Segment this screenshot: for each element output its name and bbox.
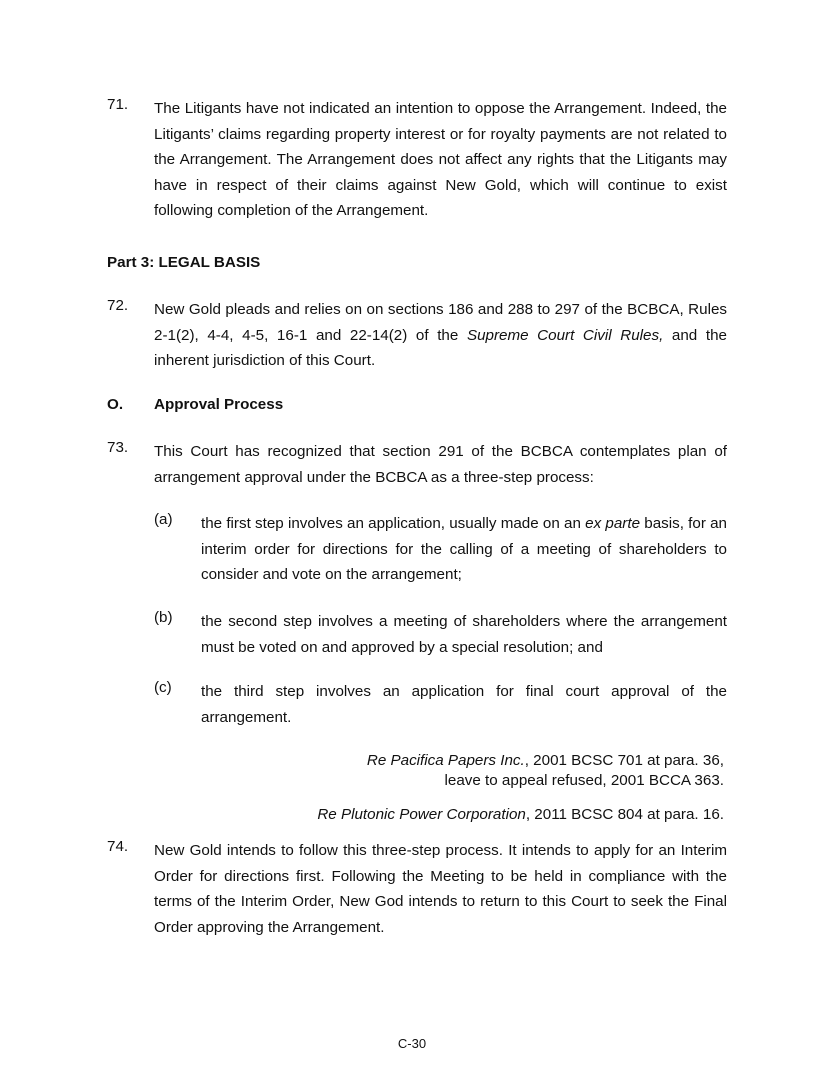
citation-rest: , 2011 BCSC 804 at para. 16. xyxy=(525,806,724,823)
paragraph-72 xyxy=(107,297,727,374)
part-3-heading-text: Part 3: LEGAL BASIS xyxy=(107,254,261,271)
paragraph-text: This Court has recognized that section 291 of the BCBCA contemplates plan of arrangement approval under the BCBCA as a three-step process: xyxy=(154,443,727,486)
paragraph-73 xyxy=(107,439,727,490)
ex-parte-italic: ex parte xyxy=(585,515,641,532)
paragraph-number: 71. xyxy=(107,96,129,113)
subparagraph-text xyxy=(201,511,727,588)
citation-line: leave to appeal refused, 2001 BCCA 363. xyxy=(444,772,724,789)
subparagraph-text: the third step involves an application for final court approval of the arrangement. xyxy=(201,683,727,726)
paragraph-text: New Gold intends to follow this three-step process. It intends to apply for an Interim Order for directions first. Following the Meeting to be held in compliance with the terms of the Interim Order, New God intends to return to this Court to seek the Final Order approving the Arrangement. xyxy=(154,842,727,936)
subparagraph-label: (c) xyxy=(154,679,172,696)
rules-citation-italic: Supreme Court Civil Rules, xyxy=(466,326,664,344)
paragraph-text xyxy=(154,297,727,374)
subparagraph-label: (b) xyxy=(154,609,173,626)
paragraph-text: The Litigants have not indicated an intention to oppose the Arrangement. Indeed, the Litigants’ claims regarding property interest or for royalty payments are not related to the Arrangement. The Arrangement does not affect any rights that the Litigants may have in respect of their claims against New Gold, which will continue to exist following completion of the Arrangement. xyxy=(154,100,727,219)
case-name-italic: Re Pacifica Papers Inc. xyxy=(366,752,525,769)
paragraph-74 xyxy=(107,838,727,940)
citation-pacifica xyxy=(367,751,724,791)
part-3-heading xyxy=(107,254,260,271)
subparagraph-text-part: the first step involves an application, usually made on an xyxy=(201,515,586,532)
paragraph-number: 72. xyxy=(107,297,129,314)
paragraph-number: 73. xyxy=(107,439,129,456)
page-number-label: C-30 xyxy=(397,1036,427,1051)
case-name-italic: Re Plutonic Power Corporation xyxy=(317,806,526,823)
section-letter: O. xyxy=(107,396,124,413)
subparagraph-c xyxy=(154,679,727,730)
paragraph-text-part: and the inherent jurisdiction of this Court. xyxy=(154,326,727,369)
paragraph-71 xyxy=(107,96,727,224)
citation-rest: , 2001 BCSC 701 at para. 36, xyxy=(524,752,724,769)
citation-line xyxy=(317,805,724,825)
subparagraph-text-part: basis, for an interim order for directions for the calling of a meeting of shareholders to consider and vote on the arrangement; xyxy=(201,515,728,583)
subparagraph-text: the second step involves a meeting of shareholders where the arrangement must be voted on and approved by a special resolution; and xyxy=(201,613,727,656)
paragraph-text-part: New Gold pleads and relies on on sections 186 and 288 to 297 of the BCBCA, Rules 2-1(2), 4-4, 4-5, 16-1 and 22-14(2) of the xyxy=(154,301,727,344)
subparagraph-b xyxy=(154,609,727,660)
citation-plutonic xyxy=(317,805,724,825)
subparagraph-a xyxy=(154,511,727,588)
section-o-heading xyxy=(107,396,283,413)
paragraph-number: 74. xyxy=(107,838,129,855)
section-title: Approval Process xyxy=(154,396,284,413)
subparagraph-label: (a) xyxy=(154,511,173,528)
citation-line xyxy=(367,751,724,771)
